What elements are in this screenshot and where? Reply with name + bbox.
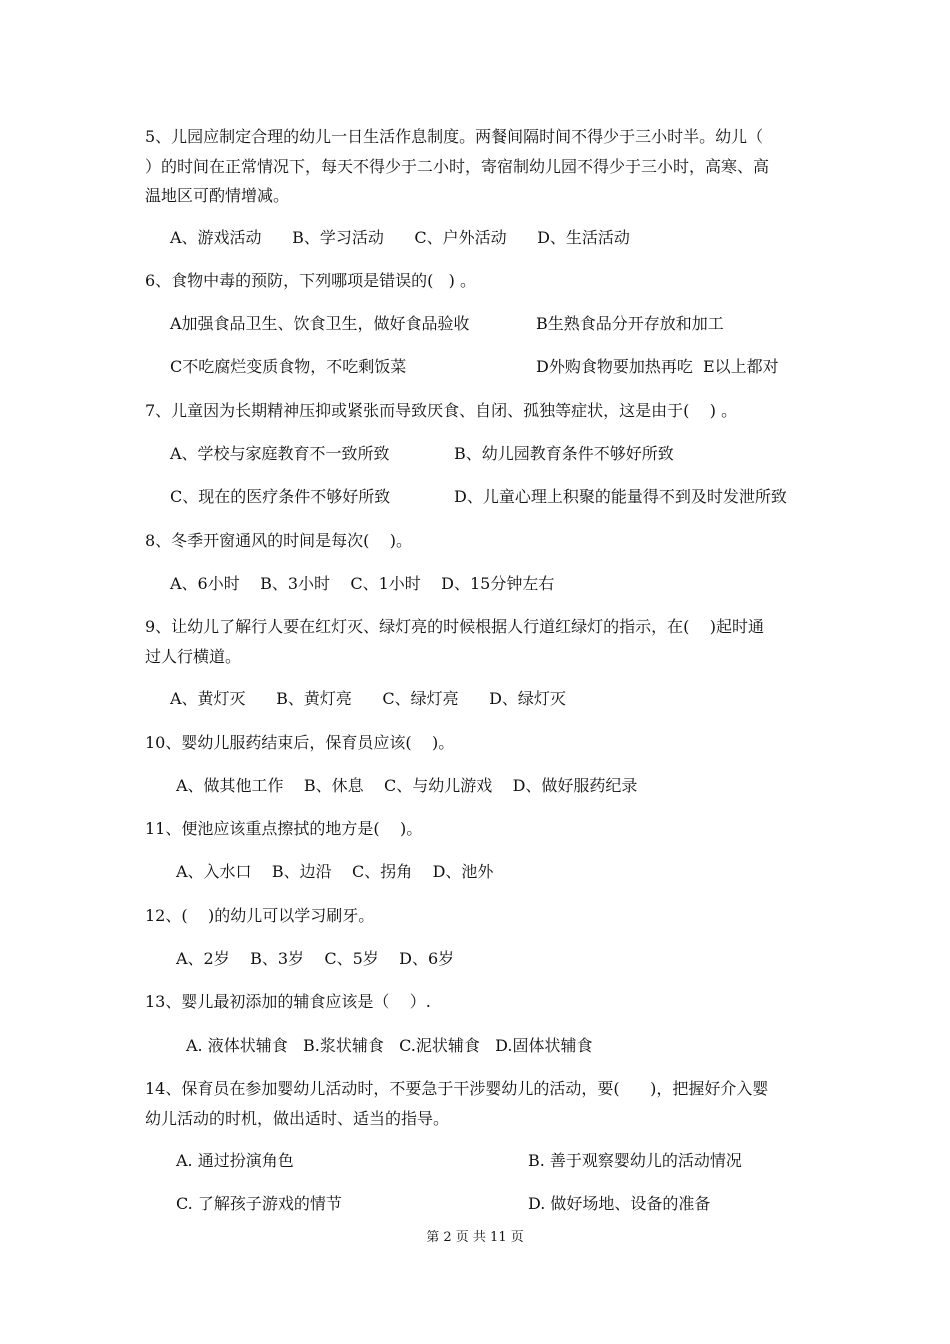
q10-stem: 10、婴幼儿服药结束后，保育员应该( )。 — [145, 733, 455, 752]
q14-option-c: C. 了解孩子游戏的情节 — [176, 1194, 342, 1213]
q7-option-b: B、幼儿园教育条件不够好所致 — [454, 444, 674, 463]
q7-option-a: A、学校与家庭教育不一致所致 — [170, 444, 390, 463]
q14-stem-line2: 幼儿活动的时机，做出适时、适当的指导。 — [145, 1109, 450, 1128]
q5-options: A、游戏活动 B、学习活动 C、户外活动 D、生活活动 — [170, 228, 630, 247]
q6-stem: 6、食物中毒的预防，下列哪项是错误的( ) 。 — [145, 271, 477, 290]
q11-options: A、入水口 B、边沿 C、拐角 D、池外 — [176, 862, 494, 881]
q5-stem-line3: 温地区可酌情增减。 — [145, 186, 290, 205]
q10-options: A、做其他工作 B、休息 C、与幼儿游戏 D、做好服药纪录 — [176, 776, 638, 795]
q6-option-d: D外购食物要加热再吃 E以上都对 — [536, 357, 779, 376]
q12-options: A、2岁 B、3岁 C、5岁 D、6岁 — [176, 949, 455, 968]
page-number-footer: 第 2 页 共 11 页 — [426, 1230, 524, 1245]
q6-option-a: A加强食品卫生、饮食卫生，做好食品验收 — [170, 314, 470, 333]
q11-stem: 11、便池应该重点擦拭的地方是( )。 — [145, 819, 423, 838]
q12-stem: 12、( )的幼儿可以学习刷牙。 — [145, 906, 375, 925]
q14-option-d: D. 做好场地、设备的准备 — [528, 1194, 711, 1213]
q9-options: A、黄灯灭 B、黄灯亮 C、绿灯亮 D、绿灯灭 — [170, 689, 566, 708]
q9-stem-line2: 过人行横道。 — [145, 647, 242, 666]
q5-stem-line2: ）的时间在正常情况下，每天不得少于二小时，寄宿制幼儿园不得少于三小时，高寒、高 — [145, 157, 770, 176]
q5-stem-line1: 5、儿园应制定合理的幼儿一日生活作息制度。两餐间隔时间不得少于三小时半。幼儿（ — [145, 127, 764, 146]
q6-option-c: C不吃腐烂变质食物，不吃剩饭菜 — [170, 357, 407, 376]
q7-stem: 7、儿童因为长期精神压抑或紧张而导致厌食、自闭、孤独等症状，这是由于( ) 。 — [145, 401, 738, 420]
q9-stem-line1: 9、让幼儿了解行人要在红灯灭、绿灯亮的时候根据人行道红绿灯的指示，在( )起时通 — [145, 617, 765, 636]
q13-options: A. 液体状辅食 B.浆状辅食 C.泥状辅食 D.固体状辅食 — [186, 1036, 593, 1055]
q7-option-c: C、现在的医疗条件不够好所致 — [170, 487, 391, 506]
q14-option-a: A. 通过扮演角色 — [176, 1151, 294, 1170]
q7-option-d: D、儿童心理上积聚的能量得不到及时发泄所致 — [454, 487, 787, 506]
q14-option-b: B. 善于观察婴幼儿的活动情况 — [528, 1151, 742, 1170]
q13-stem: 13、婴儿最初添加的辅食应该是（ ）. — [145, 992, 431, 1011]
q14-stem-line1: 14、保育员在参加婴幼儿活动时，不要急于干涉婴幼儿的活动，要( )，把握好介入婴 — [145, 1079, 769, 1098]
q8-stem: 8、冬季开窗通风的时间是每次( )。 — [145, 531, 413, 550]
q8-options: A、6小时 B、3小时 C、1小时 D、15分钟左右 — [170, 574, 555, 593]
q6-option-b: B生熟食品分开存放和加工 — [536, 314, 724, 333]
